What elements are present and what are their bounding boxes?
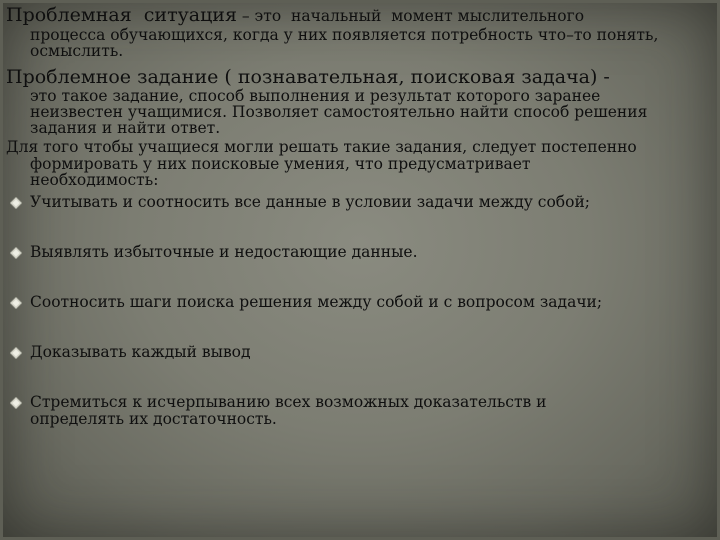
list-item — [6, 344, 710, 361]
problem-situation-heading — [6, 4, 710, 27]
diamond-bullet-icon — [10, 297, 22, 309]
problem-task-heading: Проблемное задание ( познавательная, поисковая задача) - — [6, 66, 610, 88]
list-item-text: Учитывать и соотносить все данные в условии задачи между собой; — [30, 193, 591, 211]
problem-situation-term: Проблемная ситуация — [6, 4, 237, 26]
diamond-bullet-icon — [10, 397, 22, 409]
search-skills-block — [6, 139, 710, 188]
list-item-text: Соотносить шаги поиска решения между собой и с вопросом задачи; — [30, 293, 603, 311]
list-item-text: Стремиться к исчерпыванию всех возможных доказательств и определять их достаточность. — [30, 393, 547, 428]
list-item — [6, 294, 710, 311]
problem-task-block — [6, 66, 710, 136]
search-skills-continuation: формировать у них поисковые умения, что предусматривает необходимость: — [30, 155, 531, 189]
list-item-text: Доказывать каждый вывод — [30, 343, 251, 361]
diamond-bullet-icon — [10, 197, 22, 209]
skills-list — [6, 194, 710, 428]
diamond-bullet-icon — [10, 347, 22, 359]
problem-situation-dash-text: – это начальный момент мыслительного — [236, 7, 585, 25]
problem-situation-definition: процесса обучающихся, когда у них появляется потребность что–то понять, осмыслить. — [30, 26, 659, 60]
diamond-bullet-icon — [10, 247, 22, 259]
problem-task-definition: это такое задание, способ выполнения и результат которого заранее неизвестен учащимися. Позволяет самостоятельно найти способ решения задания и найти ответ. — [30, 87, 648, 137]
slide-content — [6, 4, 710, 428]
problem-situation-block — [6, 4, 710, 59]
list-item — [6, 244, 710, 261]
list-item — [6, 194, 710, 211]
list-item — [6, 394, 630, 428]
list-item-text: Выявлять избыточные и недостающие данные. — [30, 243, 418, 261]
search-skills-lead: Для того чтобы учащиеся могли решать такие задания, следует постепенно — [6, 138, 637, 156]
